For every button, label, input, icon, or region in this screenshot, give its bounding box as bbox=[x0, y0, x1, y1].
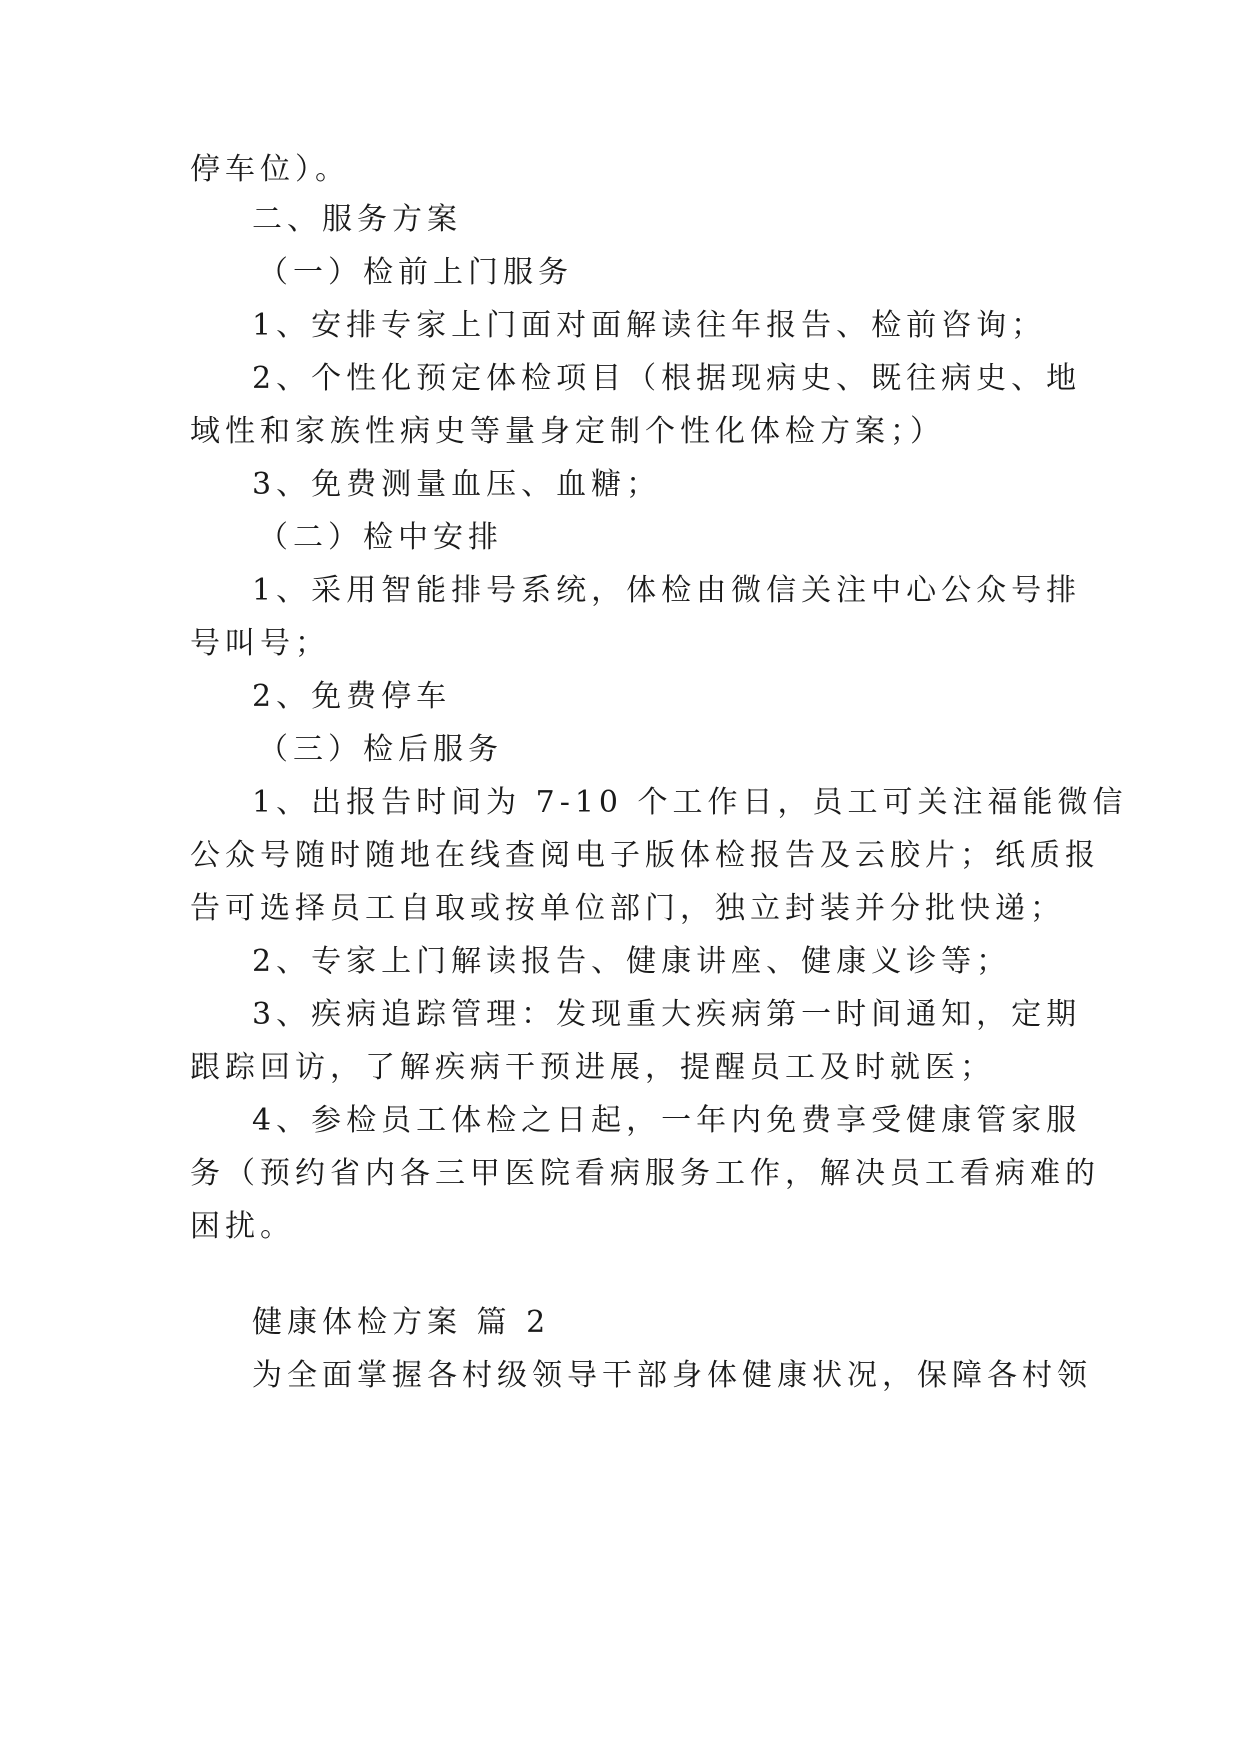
subsection-heading: （一）检前上门服务 bbox=[258, 255, 573, 290]
subsection-heading: （三）检后服务 bbox=[258, 732, 503, 767]
text-line: 3、免费测量血压、血糖； bbox=[252, 467, 662, 502]
text-line: 困扰。 bbox=[190, 1209, 295, 1244]
text-line: 告可选择员工自取或按单位部门，独立封装并分批快递； bbox=[190, 891, 1065, 926]
subsection-heading: （二）检中安排 bbox=[258, 520, 503, 555]
text-line: 为全面掌握各村级领导干部身体健康状况，保障各村领 bbox=[252, 1358, 1092, 1393]
text-line: 号叫号； bbox=[190, 626, 330, 661]
text-line: 1、采用智能排号系统，体检由微信关注中心公众号排 bbox=[252, 573, 1082, 608]
text-line: 2、专家上门解读报告、健康讲座、健康义诊等； bbox=[252, 944, 1012, 979]
text-line: 公众号随时随地在线查阅电子版体检报告及云胶片；纸质报 bbox=[190, 838, 1100, 873]
article-title: 健康体检方案 篇 2 bbox=[252, 1305, 551, 1340]
text-line: 3、疾病追踪管理：发现重大疾病第一时间通知，定期 bbox=[252, 997, 1082, 1032]
text-line: 跟踪回访，了解疾病干预进展，提醒员工及时就医； bbox=[190, 1050, 995, 1085]
text-line: 务（预约省内各三甲医院看病服务工作，解决员工看病难的 bbox=[190, 1156, 1100, 1191]
text-line: 停车位）。 bbox=[190, 152, 350, 187]
text-line: 1、出报告时间为 7-10 个工作日，员工可关注福能微信 bbox=[252, 785, 1128, 820]
text-line: 2、个性化预定体检项目（根据现病史、既往病史、地 bbox=[252, 361, 1082, 396]
text-line: 2、免费停车 bbox=[252, 679, 452, 714]
text-line: 1、安排专家上门面对面解读往年报告、检前咨询； bbox=[252, 308, 1047, 343]
text-line: 4、参检员工体检之日起，一年内免费享受健康管家服 bbox=[252, 1103, 1082, 1138]
text-line: 域性和家族性病史等量身定制个性化体检方案；） bbox=[190, 414, 945, 449]
section-heading: 二、服务方案 bbox=[252, 202, 462, 237]
